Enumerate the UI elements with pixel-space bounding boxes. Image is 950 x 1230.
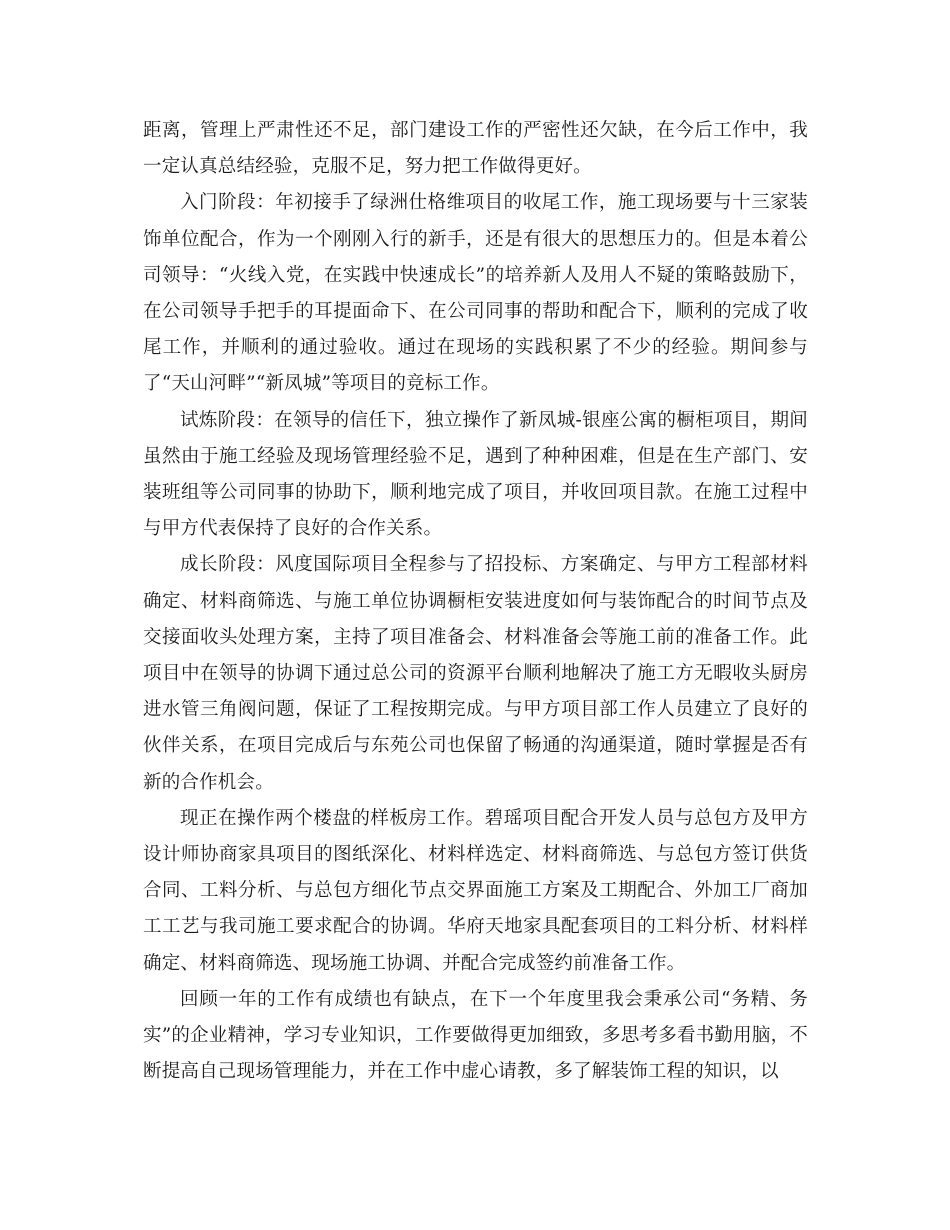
document-body [143, 113, 808, 1090]
paragraph-current-work: 现正在操作两个楼盘的样板房工作。碧瑶项目配合开发人员与总包方及甲方设计师协商家具项目的图纸深化、材料样选定、材料商筛选、与总包方签订供货合同、工料分析、与总包方细化节点交界面施工方案及工期配合、外加工厂商加工工艺与我司施工要求配合的协调。华府天地家具配套项目的工料分析、材料样确定、材料商筛选、现场施工协调、并配合完成签约前准备工作。 [143, 807, 808, 974]
paragraph-trial-stage: 试炼阶段：在领导的信任下，独立操作了新凤城-银座公寓的橱柜项目，期间虽然由于施工经验及现场管理经验不足，遇到了种种困难，但是在生产部门、安装班组等公司同事的协助下，顺利地完成了项目，并收回项目款。在施工过程中与甲方代表保持了良好的合作关系。 [143, 409, 808, 540]
paragraph-continuation: 距离，管理上严肃性还不足，部门建设工作的严密性还欠缺，在今后工作中，我一定认真总结经验，克服不足，努力把工作做得更好。 [143, 120, 808, 178]
paragraph-growth-stage: 成长阶段：风度国际项目全程参与了招投标、方案确定、与甲方工程部材料确定、材料商筛选、与施工单位协调橱柜安装进度如何与装饰配合的时间节点及交接面收头处理方案，主持了项目准备会、材料准备会等施工前的准备工作。此项目中在领导的协调下通过总公司的资源平台顺利地解决了施工方无暇收头厨房进水管三角阀问题，保证了工程按期完成。与甲方项目部工作人员建立了良好的伙伴关系，在项目完成后与东苑公司也保留了畅通的沟通渠道，随时掌握是否有新的合作机会。 [143, 554, 808, 793]
paragraph-review: 回顾一年的工作有成绩也有缺点，在下一个年度里我会秉承公司“务精、务实”的企业精神，学习专业知识，工作要做得更加细致，多思考多看书勤用脑，不断提高自己现场管理能力，并在工作中虚心请教，多了解装饰工程的知识，以 [143, 988, 808, 1083]
paragraph-entry-stage: 入门阶段：年初接手了绿洲仕格维项目的收尾工作，施工现场要与十三家装饰单位配合，作为一个刚刚入行的新手，还是有很大的思想压力的。但是本着公司领导：“火线入党，在实践中快速成长”的培养新人及用人不疑的策略鼓励下，在公司领导手把手的耳提面命下、在公司同事的帮助和配合下，顺利的完成了收尾工作，并顺利的通过验收。通过在现场的实践积累了不少的经验。期间参与了“天山河畔”“新凤城”等项目的竞标工作。 [143, 192, 808, 395]
